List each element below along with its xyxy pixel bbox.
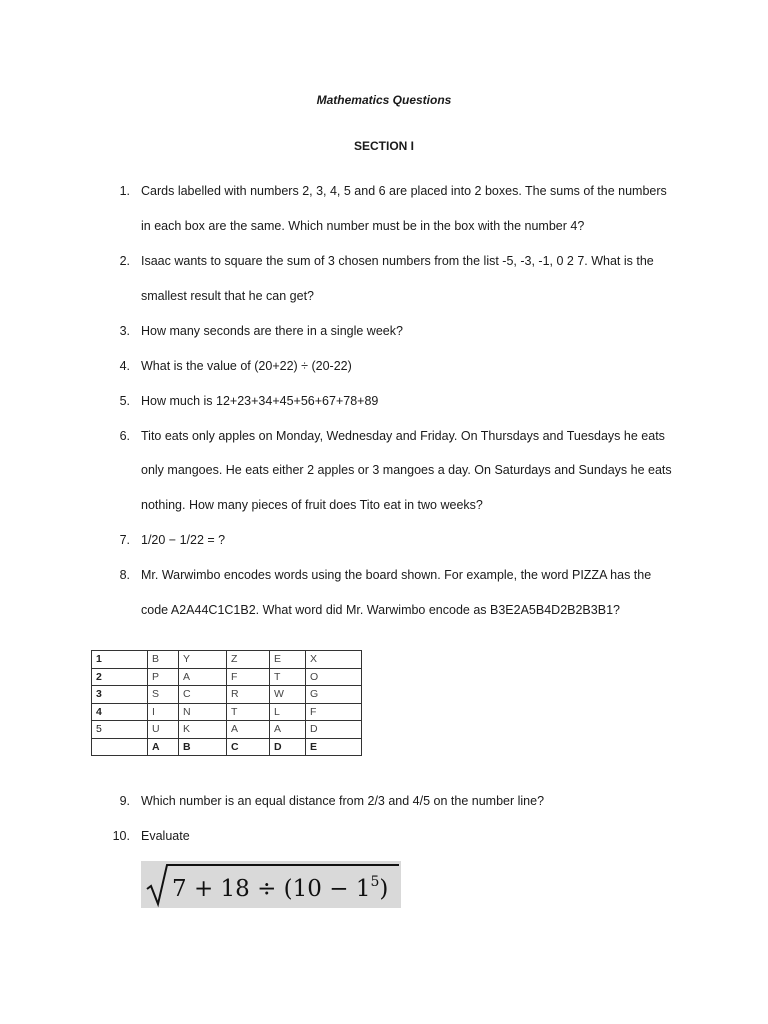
formula-expression: 7 + 18 ÷ (10 − 1: [172, 876, 371, 902]
question-number: 5.: [119, 394, 130, 408]
table-row: [92, 703, 362, 721]
column-label: D: [270, 738, 306, 756]
question-text: in each box are the same. Which number must be in the box with the number 4?: [141, 219, 585, 233]
question-text: Isaac wants to square the sum of 3 chosen numbers from the list -5, -3, -1, 0 2 7. What is the: [141, 254, 654, 268]
question-text: only mangoes. He eats either 2 apples or 3 mangoes a day. On Saturdays and Sundays he eats: [141, 463, 672, 477]
table-cell: T: [270, 668, 306, 686]
question-text: Which number is an equal distance from 2/3 and 4/5 on the number line?: [141, 794, 545, 808]
column-label: C: [227, 738, 270, 756]
encoding-board-table: [91, 650, 362, 756]
question-text: nothing. How many pieces of fruit does Tito eat in two weeks?: [141, 498, 483, 512]
formula-close-paren: ): [379, 876, 389, 902]
question-text: Mr. Warwimbo encodes words using the board shown. For example, the word PIZZA has the: [141, 568, 652, 582]
table-cell: N: [179, 703, 227, 721]
question-number: 1.: [119, 184, 130, 198]
table-cell: F: [227, 668, 270, 686]
table-cell: R: [227, 686, 270, 704]
table-row: [92, 651, 362, 669]
table-cell: P: [148, 668, 179, 686]
row-label-empty: [92, 738, 148, 756]
question-text: code A2A44C1C1B2. What word did Mr. Warwimbo encode as B3E2A5B4D2B2B3B1?: [141, 603, 620, 617]
question-number: 4.: [119, 359, 130, 373]
table-cell: S: [148, 686, 179, 704]
table-cell: W: [270, 686, 306, 704]
row-label: 2: [92, 668, 148, 686]
table-cell: B: [148, 651, 179, 669]
question-text: smallest result that he can get?: [141, 289, 315, 303]
row-label: 3: [92, 686, 148, 704]
table-cell: A: [270, 721, 306, 739]
question-text: How many seconds are there in a single week?: [141, 324, 403, 338]
question-number: 2.: [119, 254, 130, 268]
question-text: What is the value of (20+22) ÷ (20-22): [141, 359, 352, 373]
table-cell: U: [148, 721, 179, 739]
question-number: 6.: [119, 429, 130, 443]
table-cell: Z: [227, 651, 270, 669]
table-cell: E: [270, 651, 306, 669]
question-text: Cards labelled with numbers 2, 3, 4, 5 and 6 are placed into 2 boxes. The sums of the numbers: [141, 184, 667, 198]
table-cell: D: [306, 721, 362, 739]
row-label: 1: [92, 651, 148, 669]
table-row: [92, 668, 362, 686]
table-cell: O: [306, 668, 362, 686]
table-cell: I: [148, 703, 179, 721]
question-text: Evaluate: [141, 829, 190, 843]
table-cell: L: [270, 703, 306, 721]
table-footer-row: [92, 738, 362, 756]
table-cell: X: [306, 651, 362, 669]
table-cell: C: [179, 686, 227, 704]
column-label: E: [306, 738, 362, 756]
table-cell: A: [179, 668, 227, 686]
table-cell: Y: [179, 651, 227, 669]
table-cell: K: [179, 721, 227, 739]
svg-text:7 + 18 ÷ (10 − 15): [172, 874, 388, 902]
table-cell: F: [306, 703, 362, 721]
question-text: 1/20 − 1/22 = ?: [141, 533, 226, 547]
question-text: Tito eats only apples on Monday, Wednesday and Friday. On Thursdays and Tuesdays he eats: [141, 429, 665, 443]
table-row: [92, 721, 362, 739]
row-label: 4: [92, 703, 148, 721]
question-number: 8.: [119, 568, 130, 582]
column-label: A: [148, 738, 179, 756]
question-number: 9.: [119, 794, 130, 808]
table-cell: A: [227, 721, 270, 739]
question-number: 10.: [112, 829, 130, 843]
square-root-expression: [141, 861, 401, 908]
question-number: 3.: [119, 324, 130, 338]
table-row: [92, 686, 362, 704]
formula-exponent: 5: [370, 874, 380, 890]
column-label: B: [179, 738, 227, 756]
section-heading: SECTION I: [353, 139, 414, 153]
row-label: 5: [92, 721, 148, 739]
question-text: How much is 12+23+34+45+56+67+78+89: [141, 394, 379, 408]
table-cell: G: [306, 686, 362, 704]
formula-image: [141, 861, 401, 908]
document-title: Mathematics Questions: [316, 93, 452, 107]
table-cell: T: [227, 703, 270, 721]
question-number: 7.: [119, 533, 130, 547]
